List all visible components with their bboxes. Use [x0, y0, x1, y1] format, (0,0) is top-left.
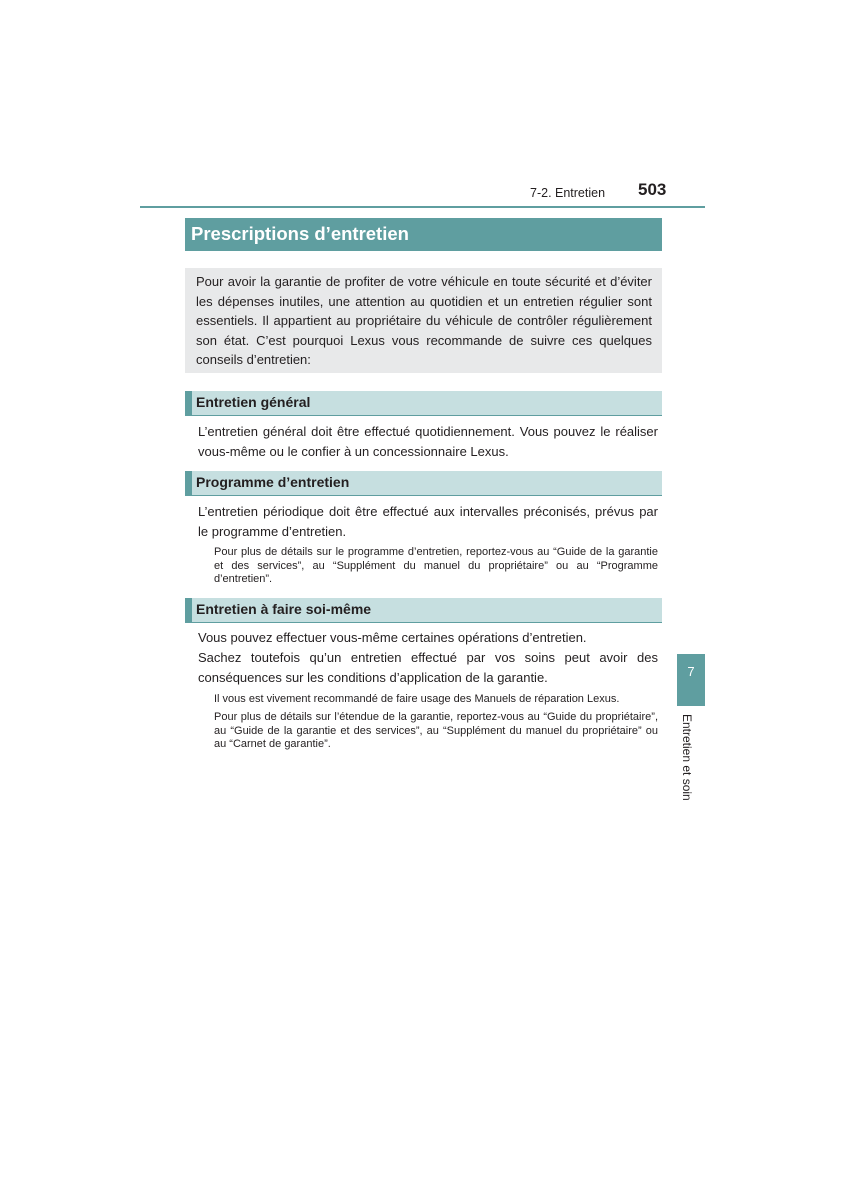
page-title: Prescriptions d’entretien	[191, 223, 409, 244]
note: Pour plus de détails sur l’étendue de la garantie, reportez-vous au “Guide du propriétaire”, au “Guide de la garantie et des services”, au “Supplément du manuel du propriétaire” ou au “Carnet de garantie”.	[214, 711, 658, 750]
chapter-number: 7	[687, 664, 695, 679]
note: Il vous est vivement recommandé de faire usage des Manuels de réparation Lexus.	[214, 693, 620, 705]
header-divider	[140, 206, 705, 208]
paragraph: L’entretien périodique doit être effectué aux intervalles préconisés, prévus par le programme d’entretien.	[198, 504, 658, 539]
section-header-self-maintenance	[185, 598, 662, 623]
section-header-general	[185, 391, 662, 416]
chapter-tab	[677, 654, 705, 706]
paragraph: Sachez toutefois qu’un entretien effectué par vos soins peut avoir des conséquences sur les conditions d’application de la garantie.	[198, 650, 658, 685]
section-title: Entretien à faire soi-même	[196, 601, 372, 617]
intro-box	[185, 268, 662, 373]
section-header-programme	[185, 471, 662, 496]
page-number: 503	[638, 180, 667, 199]
section-title: Programme d’entretien	[196, 474, 350, 490]
paragraph: Vous pouvez effectuer vous-même certaines opérations d’entretien.	[198, 630, 587, 645]
main-title-bar	[185, 218, 662, 251]
note: Pour plus de détails sur le programme d’entretien, reportez-vous au “Guide de la garantie et des services”, au “Supplément du manuel du propriétaire” ou au “Programme d’entretien”.	[214, 546, 658, 585]
paragraph: L’entretien général doit être effectué quotidiennement. Vous pouvez le réaliser vous-même ou le confier à un concessionnaire Lexus.	[198, 424, 658, 459]
intro-text: Pour avoir la garantie de profiter de votre véhicule en toute sécurité et d’éviter les dépenses inutiles, une attention au quotidien et un entretien régulier sont essentiels. Il appartient au propriétaire du véhicule de contrôler régulièrement son état. C’est pourquoi Lexus vous recommande de suivre ces quelques conseils d’entretien:	[196, 274, 652, 367]
chapter-side-label: Entretien et soin	[680, 714, 694, 801]
section-title: Entretien général	[196, 394, 311, 410]
chapter-heading: 7-2. Entretien	[530, 186, 606, 200]
